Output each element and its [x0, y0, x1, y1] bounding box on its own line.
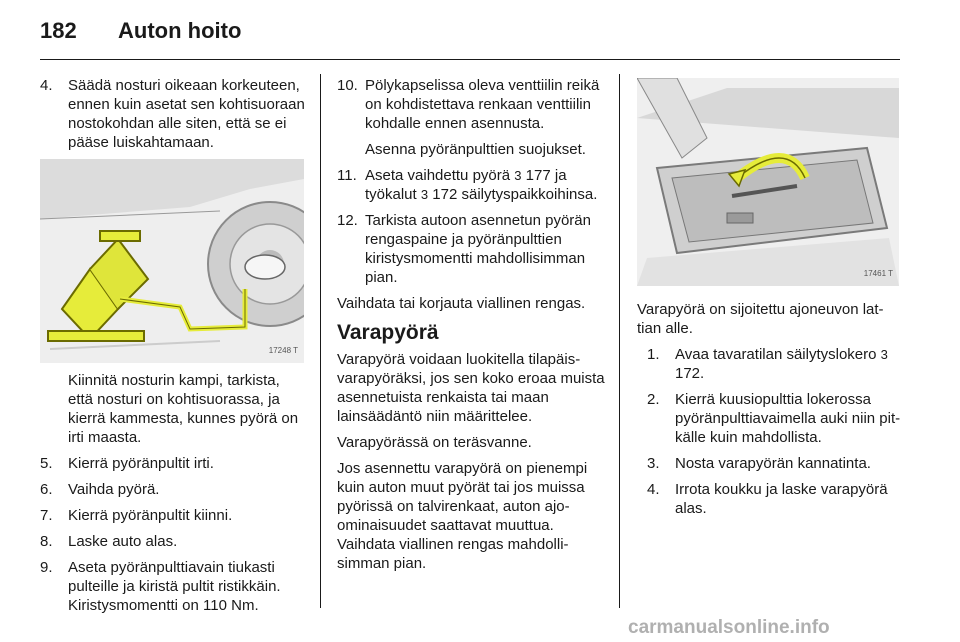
- step-r1: [647, 345, 901, 383]
- step-6: [40, 480, 308, 499]
- step-8: [40, 532, 308, 551]
- step-number: 4.: [647, 481, 660, 498]
- step-number: 8.: [40, 533, 53, 550]
- step-r3: [647, 454, 901, 473]
- step-text: Irrota koukku ja laske varapyörä alas.: [675, 481, 888, 517]
- step-text: Aseta vaihdettu pyörä: [365, 167, 511, 184]
- steps-list-a: [40, 76, 308, 152]
- step-text: Nosta varapyörän kannatinta.: [675, 455, 871, 472]
- step-r4: [647, 480, 901, 518]
- step-text: Pölykapselissa oleva venttiilin reikä on kohdistettava renkaan venttiilin kohdalle ennen asennusta.: [365, 77, 600, 132]
- right-column: [637, 76, 901, 525]
- page-ref-icon: 3: [514, 168, 522, 183]
- step-text: Kierrä pyöränpultit kiinni.: [68, 507, 233, 524]
- figure-caption: Kiinnitä nosturin kampi, tarkista, että nosturi on kohtisuorassa, ja kierrä kammesta, kunnes pyörä on irti maasta.: [68, 372, 299, 446]
- paragraph: Varapyörä voidaan luokitella tilapäisvarapyöräksi, jos sen koko eroaa muista asennetuista renkaista tai maan lainsäädäntö niin määrittelee.: [337, 351, 605, 425]
- step-text: Laske auto alas.: [68, 533, 178, 550]
- figure-code: 17248 T: [268, 346, 298, 355]
- step-5: [40, 454, 308, 473]
- step-10: [337, 76, 607, 133]
- step-11: [337, 166, 607, 204]
- step-number: 1.: [647, 346, 660, 363]
- step-text: Tarkista autoon asennetun pyörän rengaspaine ja pyöränpulttien kiristysmomentti mahdollisimman pian.: [365, 212, 591, 286]
- section-heading: Varapyörä: [337, 321, 439, 344]
- page-ref[interactable]: 172: [432, 186, 458, 203]
- step-text: Avaa tavaratilan säilytyslokero: [675, 346, 877, 363]
- intro-text: Varapyörä on sijoitettu ajoneuvon lattian alle.: [637, 301, 884, 337]
- step-number: 10.: [337, 77, 358, 94]
- spare-wheel-illustration: [637, 78, 899, 286]
- step-text: Aseta pyöränpulttiavain tiukasti pulteille ja kiristä pultit ristikkäin. Kiristysmomentti on 110 Nm.: [68, 559, 281, 614]
- paragraph: Varapyörässä on teräsvanne.: [337, 434, 532, 451]
- step-10-extra: Asenna pyöränpulttien suojukset.: [365, 141, 586, 158]
- step-9: [40, 558, 308, 615]
- step-number: 3.: [647, 455, 660, 472]
- step-7: [40, 506, 308, 525]
- column-divider-2: [619, 74, 620, 608]
- step-number: 12.: [337, 212, 358, 229]
- page-ref-icon: 3: [880, 347, 888, 362]
- middle-column: [337, 76, 607, 580]
- page-ref[interactable]: 172.: [675, 365, 705, 382]
- jack-illustration: [40, 159, 304, 363]
- step-text: Kierrä kuusiopulttia lokerossa pyöränpulttiavaimella auki niin pitkälle kuin mahdollista.: [675, 391, 901, 446]
- page-ref[interactable]: 177: [525, 167, 551, 184]
- steps-list-e: [637, 345, 901, 518]
- column-divider-1: [320, 74, 321, 608]
- steps-list-c: [337, 76, 607, 133]
- header-rule: [40, 59, 900, 60]
- step-text: Säädä nosturi oikeaan korkeuteen, ennen kuin asetat sen kohtisuoraan nostokohdan alle siten, että se ei pääse luiskahtamaan.: [68, 77, 305, 151]
- page-ref-icon: 3: [420, 187, 429, 202]
- step-number: 7.: [40, 507, 53, 524]
- step-number: 6.: [40, 481, 53, 498]
- jack-figure: [40, 159, 304, 363]
- steps-list-b: [40, 454, 308, 615]
- step-text: Kierrä pyöränpultit irti.: [68, 455, 214, 472]
- watermark: carmanualsonline.info: [628, 617, 830, 638]
- step-number: 11.: [337, 167, 357, 184]
- step-number: 4.: [40, 77, 53, 94]
- step-r2: [647, 390, 901, 447]
- step-number: 2.: [647, 391, 660, 408]
- figure-code: 17461 T: [863, 269, 893, 278]
- tyre-note: Vaihdata tai korjauta viallinen rengas.: [337, 295, 586, 312]
- left-column: [40, 76, 308, 622]
- step-4: [40, 76, 308, 152]
- step-12: [337, 211, 607, 287]
- page-title: Auton hoito: [118, 18, 242, 43]
- step-number: 5.: [40, 455, 53, 472]
- step-number: 9.: [40, 559, 53, 576]
- page-number: 182: [40, 18, 77, 43]
- step-text: ja työkalut: [365, 167, 567, 203]
- paragraph: Jos asennettu varapyörä on pienempi kuin auton muut pyörät tai jos muissa pyörissä on talvirenkaat, auton ajoominaisuudet saattavat muuttua. Vaihdata viallinen rengas mahdollisimman pian.: [337, 460, 588, 572]
- step-text: säilytyspaikkoihinsa.: [461, 186, 598, 203]
- spare-wheel-figure: [637, 78, 899, 286]
- steps-list-d: [337, 166, 607, 287]
- step-text: Vaihda pyörä.: [68, 481, 160, 498]
